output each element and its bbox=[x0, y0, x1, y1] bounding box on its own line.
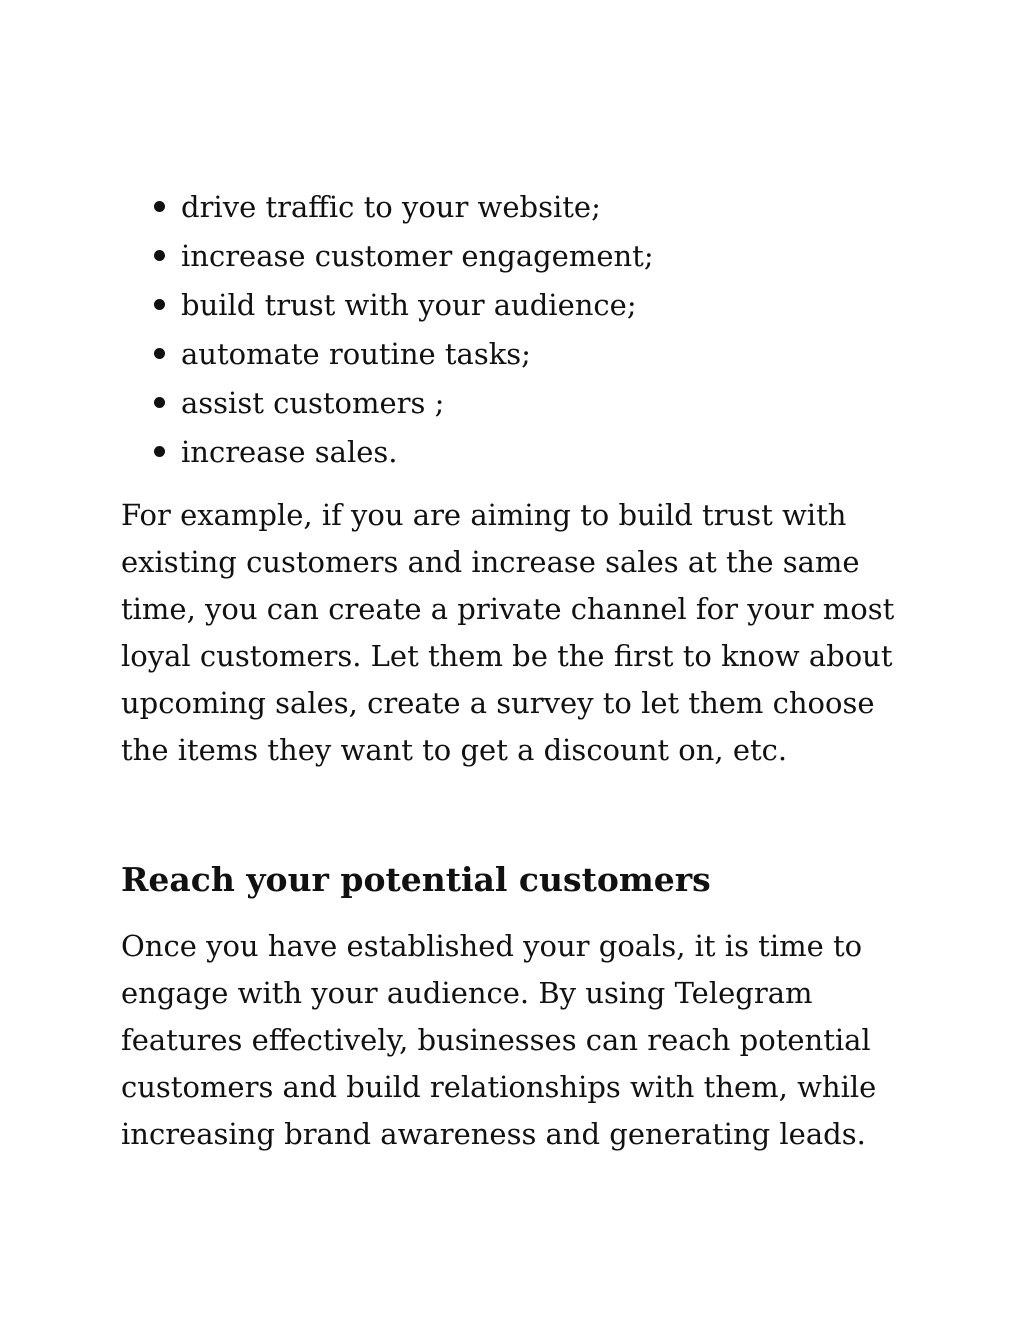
bullet-icon bbox=[154, 397, 165, 408]
bullet-icon bbox=[154, 299, 165, 310]
section-heading: Reach your potential customers bbox=[121, 860, 711, 899]
list-item bbox=[152, 235, 654, 284]
list-item bbox=[152, 431, 654, 480]
list-item bbox=[152, 284, 654, 333]
example-paragraph: For example, if you are aiming to build trust with existing customers and increase sales at the same time, you can create a private channel for your most loyal customers. Let them be the first to know about upcoming sales, create a survey to let them choose the items they want to get a discount on, etc. bbox=[121, 498, 895, 767]
list-item-text: drive traffic to your website; bbox=[181, 190, 601, 224]
list-item bbox=[152, 333, 654, 382]
list-item bbox=[152, 186, 654, 235]
bullet-icon bbox=[154, 348, 165, 359]
bullet-icon bbox=[154, 250, 165, 261]
list-item-text: increase customer engagement; bbox=[181, 239, 654, 273]
list-item-text: automate routine tasks; bbox=[181, 337, 531, 371]
list-item-text: assist customers ; bbox=[181, 386, 445, 420]
bullet-icon bbox=[154, 446, 165, 457]
goals-bullet-list bbox=[152, 186, 654, 480]
engagement-paragraph: Once you have established your goals, it is time to engage with your audience. By using Telegram features effectively, businesses can reach potential customers and build relationships with them, while increasing brand awareness and generating leads. bbox=[121, 929, 877, 1151]
bullet-icon bbox=[154, 201, 165, 212]
list-item-text: build trust with your audience; bbox=[181, 288, 637, 322]
list-item-text: increase sales. bbox=[181, 435, 398, 469]
list-item bbox=[152, 382, 654, 431]
